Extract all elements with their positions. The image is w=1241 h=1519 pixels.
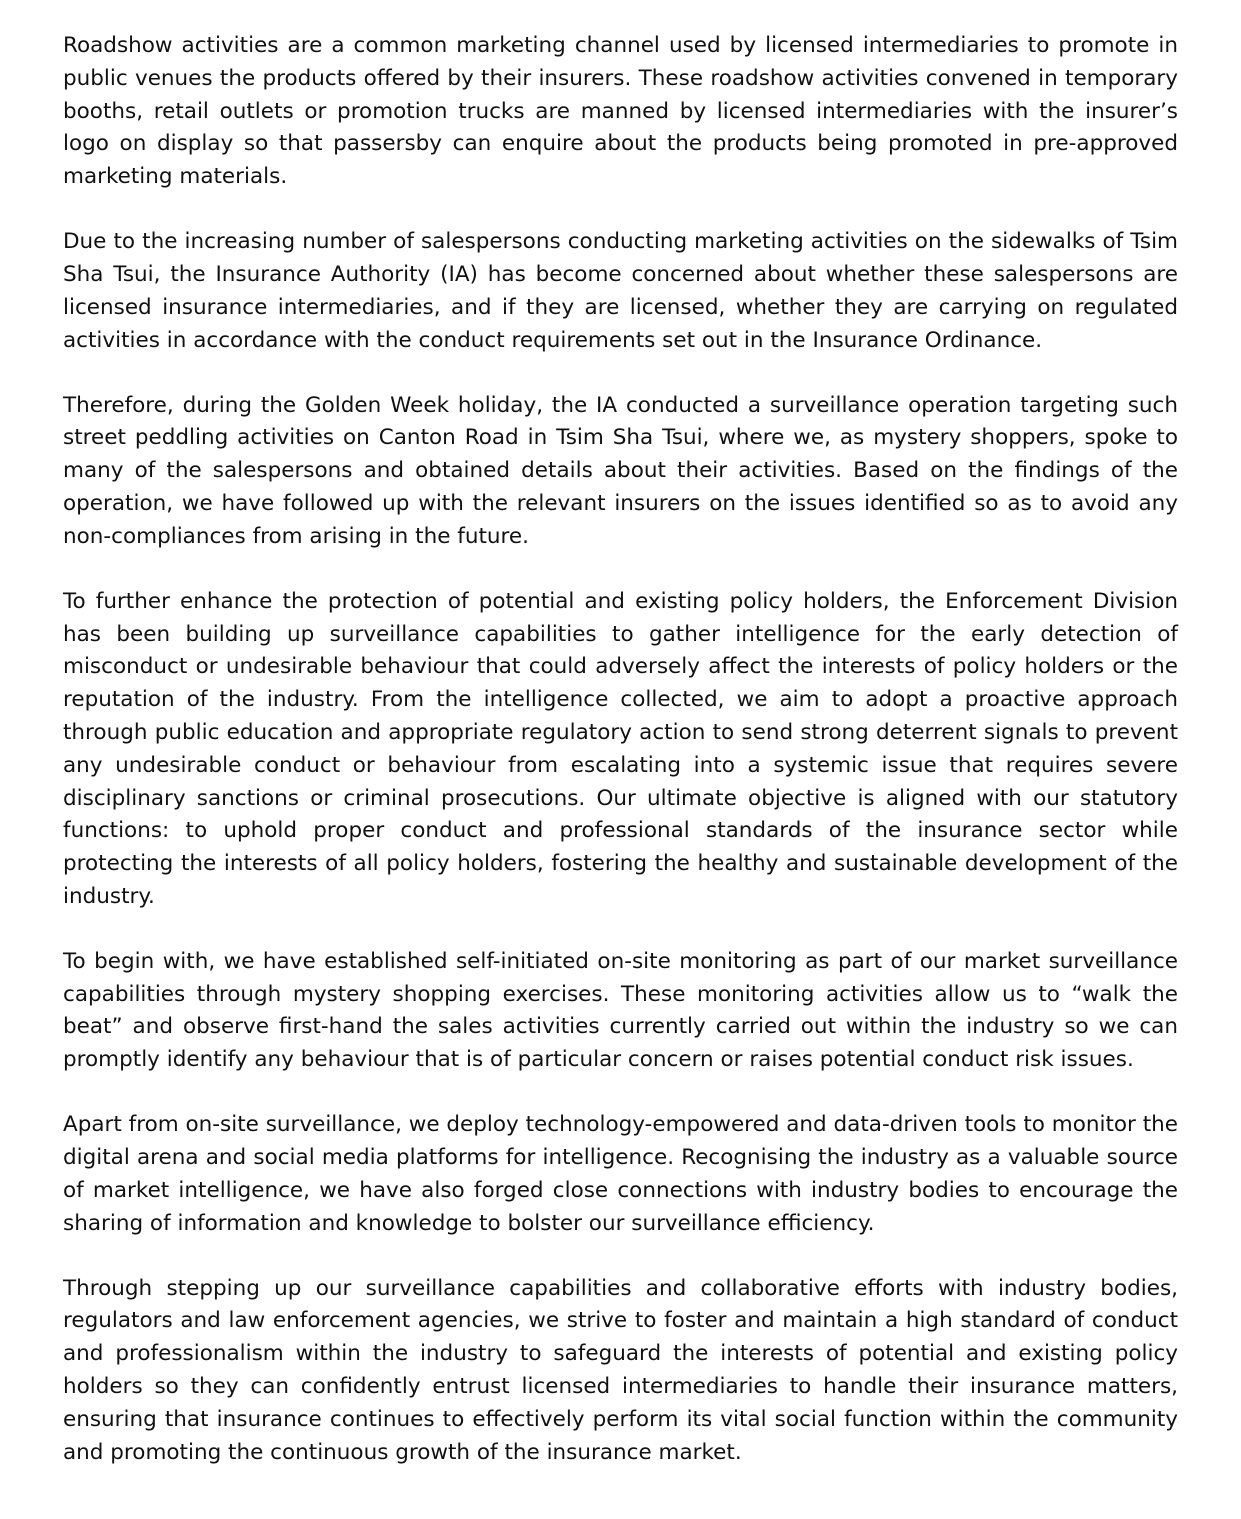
paragraph-digital-surveillance: Apart from on-site surveillance, we deploy technology-empowered and data-driven tools to monitor the digital arena and social media platforms for intelligence. Recognising the industry as a valuable source of market intelligence, we have also forged close connections with industry bodies to encourage the sharing of information and knowledge to bolster our surveillance efficiency.: [63, 1112, 1178, 1236]
paragraph-mystery-shopping: To begin with, we have established self-initiated on-site monitoring as part of our market surveillance capabilities through mystery shopping exercises. These monitoring activities allow us to “walk the beat” and observe first-hand the sales activities currently carried out within the industry so we can promptly identify any behaviour that is of particular concern or raises potential conduct risk issues.: [63, 948, 1178, 1073]
paragraph-golden-week-operation: Therefore, during the Golden Week holiday, the IA conducted a surveillance operation targeting such street peddling activities on Canton Road in Tsim Sha Tsui, where we, as mystery shoppers, spoke to many of the salespersons and obtained details about their activities. Based on the findings of the operation, we have followed up with the relevant insurers on the issues identified so as to avoid any non-compliances from arising in the future.: [63, 392, 1178, 549]
paragraph-conclusion: Through stepping up our surveillance capabilities and collaborative efforts with industry bodies, regulators and law enforcement agencies, we strive to foster and maintain a high standard of conduct and professionalism within the industry to safeguard the interests of potential and existing policy holders so they can confidently entrust licensed intermediaries to handle their insurance matters, ensuring that insurance continues to effectively perform its vital social function within the community and promoting the continuous growth of the insurance market.: [63, 1275, 1178, 1465]
paragraph-enforcement-division: To further enhance the protection of potential and existing policy holders, the Enforcement Division has been building up surveillance capabilities to gather intelligence for the early detection of misconduct or undesirable behaviour that could adversely affect the interests of policy holders or the reputation of the industry. From the intelligence collected, we aim to adopt a proactive approach through public education and appropriate regulatory action to send strong deterrent signals to prevent any undesirable conduct or behaviour from escalating into a systemic issue that requires severe disciplinary sanctions or criminal prosecutions. Our ultimate objective is aligned with our statutory functions: to uphold proper conduct and professional standards of the insurance sector while protecting the interests of all policy holders, fostering the healthy and sustainable development of the industry.: [63, 588, 1178, 909]
document-body: [63, 30, 1178, 1469]
paragraph-roadshow: Roadshow activities are a common marketing channel used by licensed intermediaries to promote in public venues the products offered by their insurers. These roadshow activities convened in temporary booths, retail outlets or promotion trucks are manned by licensed intermediaries with the insurer’s logo on display so that passersby can enquire about the products being promoted in pre-approved marketing materials.: [63, 33, 1178, 190]
paragraph-sidewalk-concern: Due to the increasing number of salespersons conducting marketing activities on the sidewalks of Tsim Sha Tsui, the Insurance Authority (IA) has become concerned about whether these salespersons are licensed insurance intermediaries, and if they are licensed, whether they are carrying on regulated activities in accordance with the conduct requirements set out in the Insurance Ordinance.: [63, 229, 1178, 353]
